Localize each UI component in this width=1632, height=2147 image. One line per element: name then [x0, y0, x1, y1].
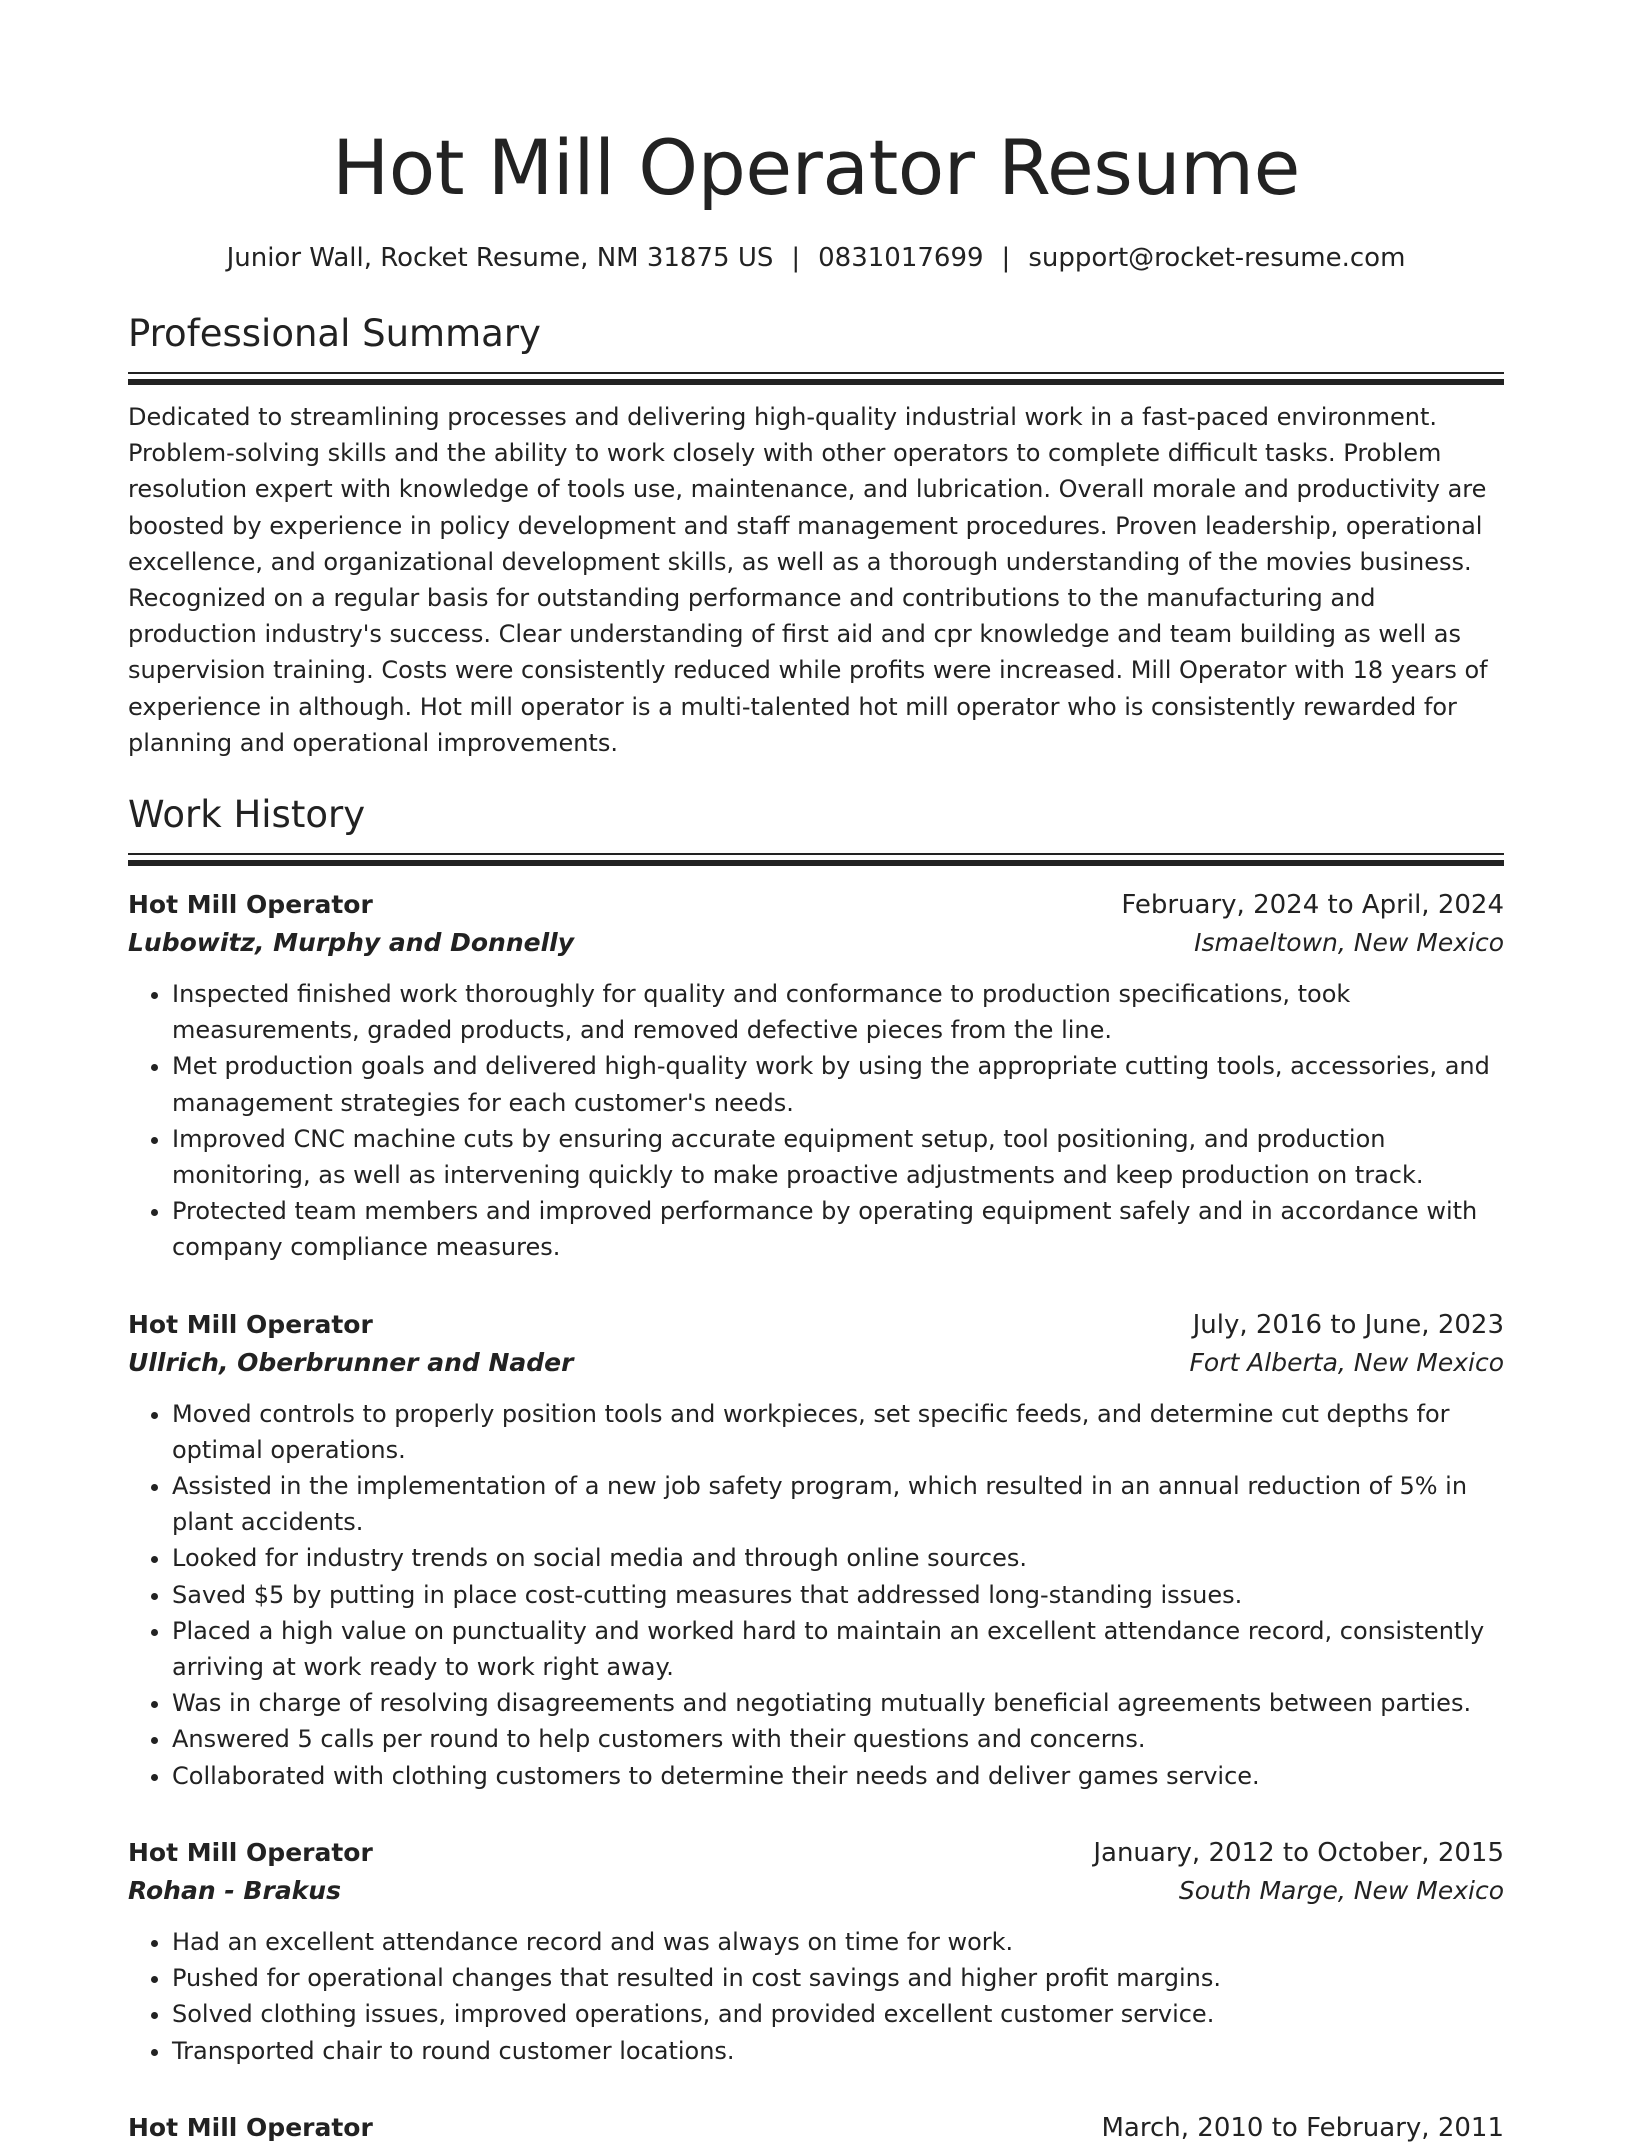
job-subheader-row — [128, 1344, 1504, 1382]
job-bullet-list — [128, 1396, 1504, 1794]
job-subheader-row — [128, 1872, 1504, 1910]
job-bullet: • Solved clothing issues, improved operations, and provided excellent customer service. — [172, 1996, 1504, 2032]
job-bullet: • Answered 5 calls per round to help customers with their questions and concerns. — [172, 1721, 1504, 1757]
job-bullet: • Placed a high value on punctuality and worked hard to maintain an excellent attendance record, consistently arriving at work ready to work right away. — [172, 1613, 1504, 1685]
professional-summary-section — [128, 310, 1504, 761]
job-bullet: • Pushed for operational changes that resulted in cost savings and higher profit margins. — [172, 1960, 1504, 1996]
job-bullet: • Had an excellent attendance record and was always on time for work. — [172, 1924, 1504, 1960]
contact-line — [128, 240, 1504, 276]
job-subheader-row — [128, 924, 1504, 962]
job-entry — [128, 1306, 1504, 1794]
resume-title: Hot Mill Operator Resume — [332, 123, 1300, 212]
job-bullet: • Moved controls to properly position tools and workpieces, set specific feeds, and determine cut depths for optimal operations. — [172, 1396, 1504, 1468]
work-history-section — [128, 791, 1504, 2147]
job-company: Rohan - Brakus — [128, 1875, 341, 1905]
job-bullet-list — [128, 976, 1504, 1266]
job-entry — [128, 1834, 1504, 2069]
job-company: Lubowitz, Murphy and Donnelly — [128, 928, 575, 958]
contact-separator: | — [1001, 243, 1011, 273]
job-title: Hot Mill Operator — [128, 1309, 373, 1339]
job-header-row — [128, 886, 1504, 924]
job-bullet: • Transported chair to round customer locations. — [172, 2033, 1504, 2069]
section-title-summary: Professional Summary — [128, 312, 541, 355]
job-dates: July, 2016 to June, 2023 — [1192, 1309, 1504, 1340]
job-header-row — [128, 2109, 1504, 2147]
contact-separator: | — [791, 243, 801, 273]
job-bullet: • Was in charge of resolving disagreements and negotiating mutually beneficial agreements between parties. — [172, 1685, 1504, 1721]
contact-email: support@rocket-resume.com — [1028, 243, 1406, 273]
job-location: South Marge, New Mexico — [1178, 1875, 1504, 1905]
section-divider — [128, 372, 1504, 385]
job-header-row — [128, 1834, 1504, 1872]
job-title: Hot Mill Operator — [128, 1837, 373, 1867]
resume-page — [128, 118, 1504, 2147]
job-bullet: • Assisted in the implementation of a new job safety program, which resulted in an annual reduction of 5% in plant accidents. — [172, 1468, 1504, 1540]
job-bullet: • Met production goals and delivered high-quality work by using the appropriate cutting tools, accessories, and management strategies for each customer's needs. — [172, 1048, 1504, 1120]
contact-address: Junior Wall, Rocket Resume, NM 31875 US — [226, 243, 774, 273]
job-bullet: • Improved CNC machine cuts by ensuring accurate equipment setup, tool positioning, and production monitoring, as well as intervening quickly to make proactive adjustments and keep production on track. — [172, 1121, 1504, 1193]
job-dates: February, 2024 to April, 2024 — [1121, 890, 1504, 921]
contact-phone: 0831017699 — [818, 243, 984, 273]
job-header-row — [128, 1306, 1504, 1344]
job-bullet: • Protected team members and improved performance by operating equipment safely and in accordance with company compliance measures. — [172, 1193, 1504, 1265]
job-bullet: • Inspected finished work thoroughly for quality and conformance to production specifications, took measurements, graded products, and removed defective pieces from the line. — [172, 976, 1504, 1048]
job-location: Fort Alberta, New Mexico — [1189, 1347, 1504, 1377]
section-divider — [128, 853, 1504, 866]
job-location: Ismaeltown, New Mexico — [1194, 928, 1504, 958]
job-bullet: • Looked for industry trends on social media and through online sources. — [172, 1540, 1504, 1576]
job-bullet: • Collaborated with clothing customers to determine their needs and deliver games service. — [172, 1758, 1504, 1794]
job-entry — [128, 886, 1504, 1266]
job-entry — [128, 2109, 1504, 2147]
job-bullet-list — [128, 1924, 1504, 2069]
section-title-work-history: Work History — [128, 793, 366, 837]
job-title: Hot Mill Operator — [128, 2112, 373, 2142]
job-title: Hot Mill Operator — [128, 890, 373, 920]
summary-text: Dedicated to streamlining processes and delivering high-quality industrial work in a fast-paced environment. Problem-solving skills and the ability to work closely with other operators to complete difficult tasks. Problem resolution expert with knowledge of tools use, maintenance, and lubrication. Overall morale and productivity are boosted by experience in policy development and staff management procedures. Proven leadership, operational excellence, and organizational development skills, as well as a thorough understanding of the movies business. Recognized on a regular basis for outstanding performance and contributions to the manufacturing and production industry's success. Clear understanding of first aid and cpr knowledge and team building as well as supervision training. Costs were consistently reduced while profits were increased. Mill Operator with 18 years of experience in although. Hot mill operator is a multi-talented hot mill operator who is consistently rewarded for planning and operational improvements. — [128, 403, 1488, 757]
job-bullet: • Saved $5 by putting in place cost-cutting measures that addressed long-standing issues. — [172, 1577, 1504, 1613]
job-company: Ullrich, Oberbrunner and Nader — [128, 1347, 574, 1377]
job-dates: January, 2012 to October, 2015 — [1093, 1837, 1504, 1868]
job-dates: March, 2010 to February, 2011 — [1101, 2112, 1504, 2143]
